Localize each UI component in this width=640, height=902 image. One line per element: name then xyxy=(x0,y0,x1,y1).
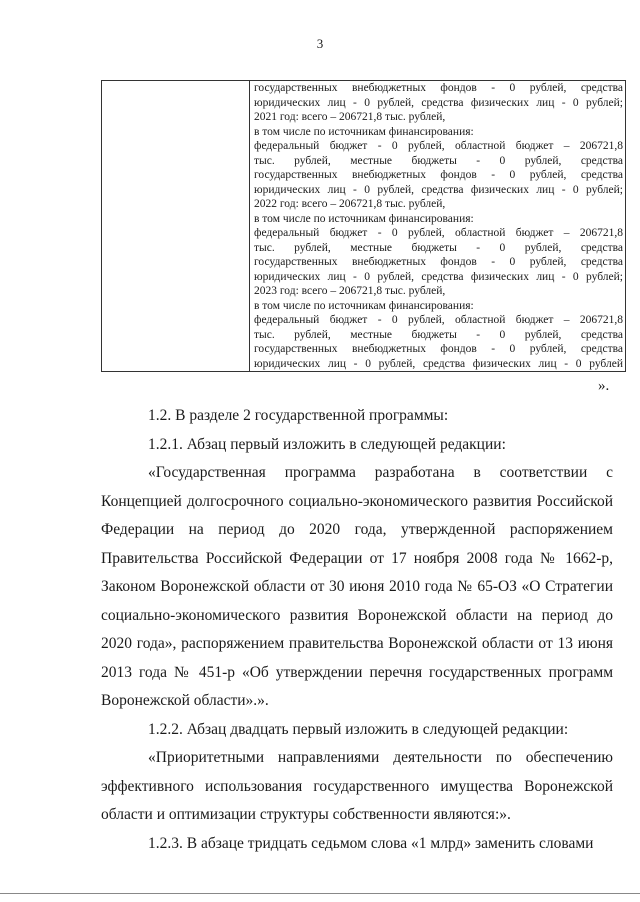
table-line: в том числе по источникам финансирования: xyxy=(254,299,474,312)
table-line: юридических лиц - 0 рублей, средства физических лиц - 0 рублей; xyxy=(254,270,623,283)
table-line: государственных внебюджетных фондов - 0 рублей, средства xyxy=(254,169,623,181)
table-line: 2023 год: всего – 206721,8 тыс. рублей, xyxy=(254,285,446,297)
table-left-column xyxy=(102,81,250,371)
table-line: 2022 год: всего – 206721,8 тыс. рублей, xyxy=(254,198,446,210)
paragraph-section-heading: 1.2. В разделе 2 государственной программы: xyxy=(148,407,449,424)
page-number: 3 xyxy=(316,36,324,51)
table-line: в том числе по источникам финансирования: xyxy=(254,125,474,138)
table-line: федеральный бюджет - 0 рублей, областной бюджет – 206721,8 xyxy=(254,314,623,326)
table-right-column xyxy=(254,81,623,371)
table-line: в том числе по источникам финансирования: xyxy=(254,212,474,225)
paragraph-item-1-2-1: 1.2.1. Абзац первый изложить в следующей редакции: xyxy=(148,435,506,453)
table-line: юридических лиц - 0 рублей, средства физических лиц - 0 рублей; xyxy=(254,96,623,109)
paragraph-item-1-2-2: 1.2.2. Абзац двадцать первый изложить в следующей редакции: xyxy=(148,720,569,738)
document-body xyxy=(101,402,613,858)
table-line: тыс. рублей, местные бюджеты - 0 рублей, средства xyxy=(254,241,623,254)
table-line: государственных внебюджетных фондов - 0 рублей, средства xyxy=(254,343,623,355)
table-line: тыс. рублей, местные бюджеты - 0 рублей, средства xyxy=(254,328,623,341)
table-line: 2021 год: всего – 206721,8 тыс. рублей, xyxy=(254,111,446,123)
table-line: государственных внебюджетных фондов - 0 рублей, средства xyxy=(254,256,623,268)
paragraph-item-1-2-3: 1.2.3. В абзаце тридцать седьмом слова «1 млрд» заменить словами xyxy=(148,834,594,852)
table-line: юридических лиц - 0 рублей, средства физических лиц - 0 рублей; xyxy=(254,183,623,196)
table-line: государственных внебюджетных фондов - 0 рублей, средства xyxy=(254,82,623,94)
table-line: федеральный бюджет - 0 рублей, областной бюджет – 206721,8 xyxy=(254,140,623,152)
page-bottom-edge xyxy=(0,893,640,894)
paragraph-quote-2: «Приоритетными направлениями деятельности по обеспечению эффективного использования государственного имущества Воронежской области и оптимизации структуры собственности являются:». xyxy=(101,749,613,823)
table-line: юридических лиц - 0 рублей, средства физических лиц - 0 рублей xyxy=(254,357,623,370)
table-line: тыс. рублей, местные бюджеты - 0 рублей, средства xyxy=(254,154,623,167)
paragraph-quote-1: «Государственная программа разработана в соответствии с Концепцией долгосрочного социально-экономического развития Российской Федерации на период до 2020 года, утвержденной распоряжением Правительства Российской Федерации от 17 ноября 2008 года № 1662-р, Законом Воронежской области от 30 июня 2010 года № 65-ОЗ «О Стратегии социально-экономического развития Воронежской области на период до 2020 года», распоряжением правительства Воронежской области от 13 июня 2013 года № 451-р «Об утверждении перечня государственных программ Воронежской области».». xyxy=(101,464,613,709)
table-line: федеральный бюджет - 0 рублей, областной бюджет – 206721,8 xyxy=(254,227,623,239)
table-closing-quote: ». xyxy=(598,378,610,394)
funding-table xyxy=(101,80,626,372)
